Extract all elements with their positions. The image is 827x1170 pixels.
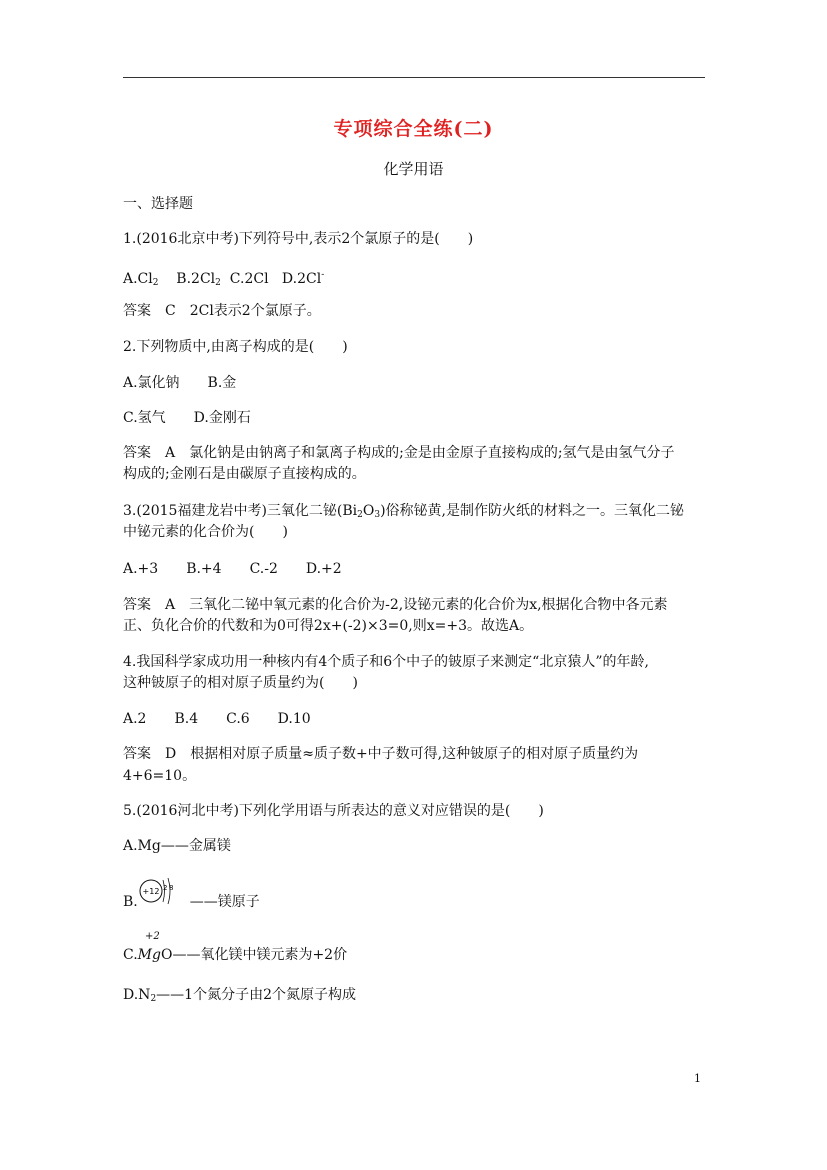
q4-options: A.2 B.4 C.6 D.10 — [123, 711, 311, 727]
q2-answer-line2: 构成的;金刚石是由碳原子直接构成的。 — [123, 466, 366, 482]
q4-stem-line1: 4.我国科学家成功用一种核内有4个质子和6个中子的铍原子来测定“北京猿人”的年龄, — [123, 654, 649, 670]
q3-options: A.+3 B.+4 C.-2 D.+2 — [123, 561, 342, 577]
q2-options-cd: C.氢气 D.金刚石 — [123, 410, 251, 426]
q2-answer-line1: 答案 A 氯化钠是由钠离子和氯离子构成的;金是由金原子直接构成的;氢气是由氢气分子 — [123, 445, 675, 461]
q1-options — [123, 265, 324, 293]
q2-options-ab: A.氯化钠 B.金 — [123, 375, 237, 391]
nucleus-charge: +12 — [142, 887, 160, 896]
page-number: 1 — [694, 1072, 701, 1085]
q1-option-a: $A.Cl_2$ — [123, 271, 159, 288]
q1-stem: 1.(2016北京中考)下列符号中,表示2个氯原子的是( ) — [123, 231, 474, 247]
page-subtitle: 化学用语 — [383, 160, 444, 178]
q5-option-c: C.MgO——氧化镁中镁元素为+2价 — [123, 947, 348, 963]
q1-option-d: D.2Cl- — [281, 270, 325, 287]
q3-answer-line2: 正、负化合价的代数和为0可得2x+(-2)×3=0,则x=+3。故选A。 — [123, 618, 534, 634]
q4-stem-line2: 这种铍原子的相对原子质量约为( ) — [123, 675, 358, 691]
q5-stem: 5.(2016河北中考)下列化学用语与所表达的意义对应错误的是( ) — [123, 803, 544, 819]
header-rule — [123, 77, 705, 78]
q5-option-c-valence: +2 — [145, 931, 160, 942]
q5-option-d: $D.N_2——1$个氮分子由2个氮原子构成 — [123, 987, 356, 1004]
q3-stem-line1: 3.(2015福建龙岩中考)三氧化二铋$(Bi_2O_3)$俗称铋黄,是制作防火纸的材料之一。三氧化二铋 — [123, 503, 685, 520]
shell-1-electrons: 2 — [163, 884, 168, 892]
q5-option-a: A.Mg——金属镁 — [123, 838, 231, 854]
q4-answer-line1: 答案 D 根据相对原子质量≈质子数+中子数可得,这种铍原子的相对原子质量约为 — [123, 746, 639, 762]
page-title: 专项综合全练(二) — [333, 118, 494, 140]
q3-answer-line1: 答案 A 三氧化二铋中氧元素的化合价为-2,设铋元素的化合价为x,根据化合物中各元素 — [123, 597, 668, 613]
q5-option-b: B. ——镁原子 — [123, 894, 260, 910]
shell-2-electrons: 8 — [169, 884, 174, 892]
q3-stem-line2: 中铋元素的化合价为( ) — [123, 524, 288, 540]
q4-answer-line2: 4+6=10。 — [123, 768, 197, 784]
q1-answer: 答案 C 2Cl表示2个氯原子。 — [123, 303, 321, 319]
q1-option-c: C.2Cl — [229, 271, 269, 287]
q2-stem: 2.下列物质中,由离子构成的是( ) — [123, 339, 348, 355]
section-heading: 一、选择题 — [123, 196, 193, 212]
q1-option-b: $B.2Cl_2$ — [176, 271, 221, 288]
